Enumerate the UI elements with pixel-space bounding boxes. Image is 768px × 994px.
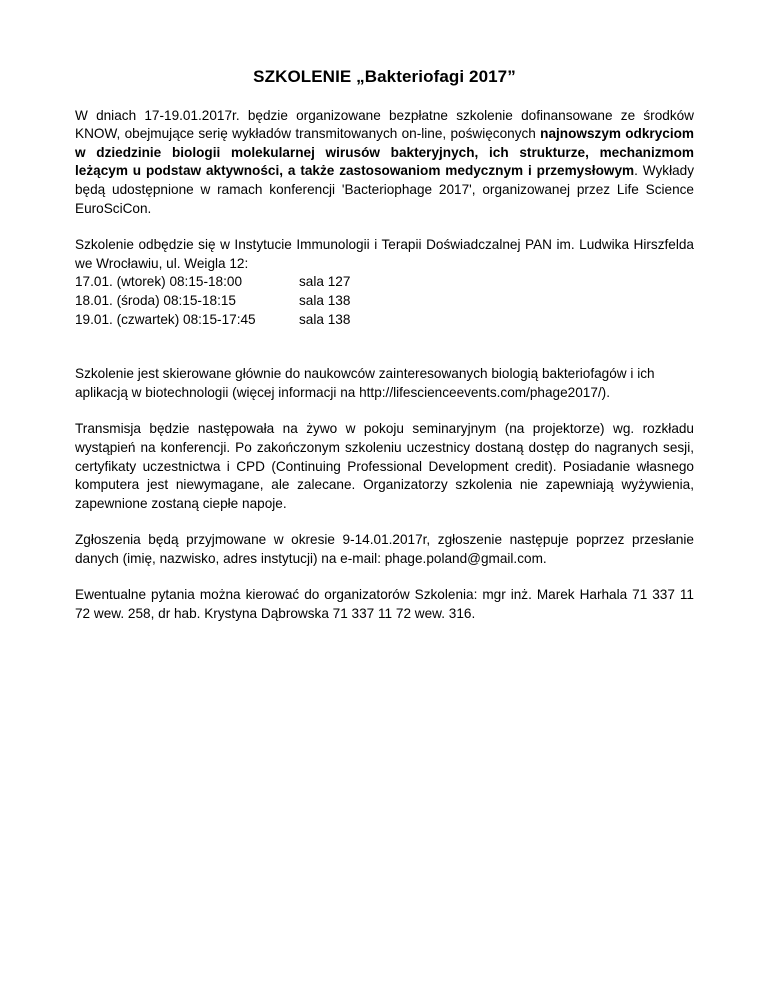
location-text: Szkolenie odbędzie się w Instytucie Immunologii i Terapii Doświadczalnej PAN im. Ludwika Hirszfelda we Wrocławiu, ul. Weigla 12: <box>75 237 694 271</box>
document-title: SZKOLENIE „Bakteriofagi 2017” <box>253 67 516 86</box>
schedule-date-time: 19.01. (czwartek) 08:15-17:45 <box>75 311 256 327</box>
intro-paragraph <box>75 107 694 219</box>
schedule-room: sala 138 <box>299 311 351 327</box>
document-page <box>75 68 694 642</box>
schedule-date-time: 17.01. (wtorek) 08:15-18:00 <box>75 274 243 290</box>
schedule-room: sala 127 <box>299 274 351 290</box>
intro-text-end: . Wykłady będą udostępnione w ramach konferencji 'Bacteriophage 2017', organizowanej przez Life Science EuroSciCon. <box>75 163 695 216</box>
schedule-list <box>75 273 694 329</box>
contact-paragraph: Ewentualne pytania można kierować do organizatorów Szkolenia: mgr inż. Marek Harhala 71 337 11 72 wew. 258, dr hab. Krystyna Dąbrowska 71 337 11 72 wew. 316. <box>75 587 694 622</box>
audience-paragraph: Szkolenie jest skierowane głównie do naukowców zainteresowanych biologią bakteriofagów i ich aplikacją w biotechnologii (więcej informacji na http://lifescienceevents.com/phage2017/). <box>75 366 655 400</box>
transmission-paragraph: Transmisja będzie następowała na żywo w pokoju seminaryjnym (na projektorze) wg. rozkładu wystąpień na konferencji. Po zakończonym szkoleniu uczestnicy dostaną dostęp do nagranych sesji, certyfikaty uczestnictwa i CPD (Continuing Professional Development credit). Posiadanie własnego komputera jest niewymagane, ale zalecane. Organizatorzy szkolenia nie zapewniają wyżywienia, zapewnione zostaną ciepłe napoje. <box>75 421 694 511</box>
location-paragraph <box>75 236 694 273</box>
intro-topics-bold: najnowszym odkryciom w dziedzinie biologii molekularnej wirusów bakteryjnych, ich strukturze, mechanizmom leżącym u podstaw aktywności, a także zastosowaniom medycznym i przemysłowym <box>75 126 694 179</box>
registration-paragraph: Zgłoszenia będą przyjmowane w okresie 9-14.01.2017r, zgłoszenie następuje poprzez przesłanie danych (imię, nazwisko, adres instytucji) na e-mail: phage.poland@gmail.com. <box>75 532 694 566</box>
schedule-row <box>75 273 694 292</box>
intro-text-start: W dniach 17-19.01.2017r. będzie organizowane bezpłatne szkolenie dofinansowane ze środków KNOW, obejmujące serię wykładów transmitowanych on-line, poświęconych <box>75 107 694 142</box>
schedule-row <box>75 292 694 311</box>
spacer <box>75 329 694 365</box>
schedule-room: sala 138 <box>299 292 351 308</box>
schedule-row <box>75 311 694 330</box>
schedule-date-time: 18.01. (środa) 08:15-18:15 <box>75 292 236 308</box>
